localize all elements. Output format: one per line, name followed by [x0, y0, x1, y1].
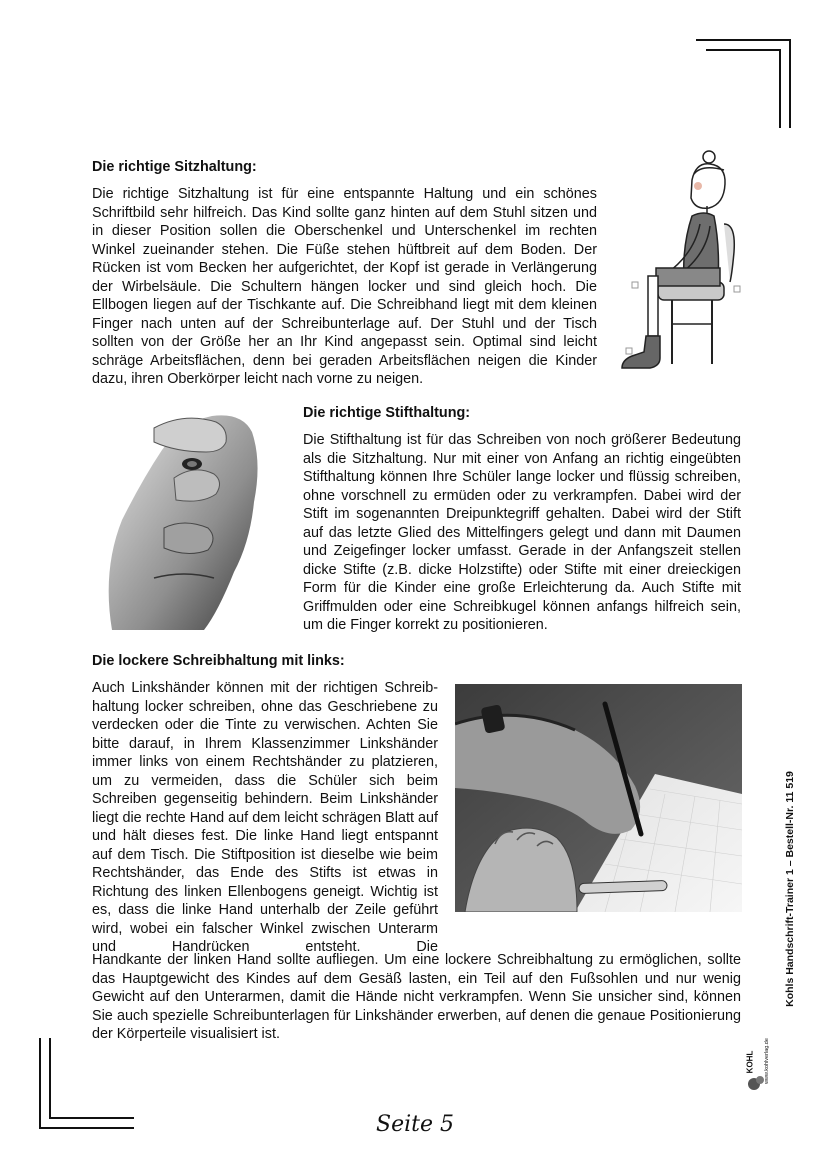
heading-stifthaltung: Die richtige Stifthaltung:: [303, 405, 471, 421]
heading-schreibhaltung-links: Die lockere Schreibhaltung mit links:: [92, 653, 345, 669]
corner-frame-top-right: [694, 38, 794, 130]
left-handed-writing-photo: [455, 684, 742, 912]
hand-tripod-grip-photo: [94, 408, 282, 630]
heading-sitzhaltung: Die richtige Sitzhaltung:: [92, 159, 257, 175]
sitting-girl-illustration: [612, 146, 752, 380]
paragraph-schreibhaltung-links-part2: Handkante der linken Hand sollte aufliegen. Um eine lockere Schreibhaltung zu ermöglichen, sollte das Hauptgewicht des Kindes auf dem Gesäß lasten, ein Teil auf den Fußsohlen und nur wenig Gewicht auf den Unterarmen, damit die Hände nicht verkrampfen. Wenn Sie unsicher sind, können Sie auch spezielle Schreibunterlagen für Linkshänder erwerben, auf denen die genaue Positionierung der Körperteile visualisiert ist.: [92, 952, 741, 1042]
paragraph-schreibhaltung-links-part1: Auch Linkshänder können mit der richtigen Schreibhaltung locker schreiben, ohne das Geschriebene zu verdecken oder die Tinte zu verwischen. Achten Sie bitte darauf, in Ihrem Klassenzimmer Linkshänder immer links von einem Rechtshänder zu platzieren, um zu vermeiden, dass die Schüler sich beim Schreiben gegenseitig behindern. Beim Linkshänder liegt die rechte Hand auf dem leicht schrägen Blatt auf und hält dieses fest. Die linke Hand liegt entspannt auf dem Tisch. Die Stiftposition ist dieselbe wie beim Rechtshänder, das Ende des Stifts ist etwas in Richtung des linken Ellenbogens geneigt. Wichtig ist es, dass die linke Hand unterhalb der Zeile geführt wird, wobei ein falscher Winkel zwischen Unterarm und Handrücken entsteht. Die: [92, 680, 438, 955]
corner-frame-bottom-left: [36, 1036, 136, 1132]
sidebar-publication-info: Kohls Handschrift-Trainer 1 – Bestell-Nr. 11 519: [784, 771, 796, 1007]
page-number: Seite 5: [376, 1112, 454, 1137]
paragraph-stifthaltung: Die Stifthaltung ist für das Schreiben von noch größerer Bedeutung als die Sitzhaltung. Nur mit einer von Anfang an richtig eingeübten Stifthaltung können Ihre Schüler lange locker und flüssig schreiben, ohne vorschnell zu ermüden oder zu verkrampfen. Dabei wird der Stift im sogenannten Dreipunktegriff gehalten. Dabei wird der Stift auf das letzte Glied des Mittelfingers gelegt und dann mit Daumen und Zeigefinger locker umfasst. Gerade in der Anfangszeit stellen dicke Stifte (z.B. dicke Holzstifte) oder Stifte mit einer dreieckigen Form für die Kinder eine große Erleichterung da. Auch Stifte mit Griffmulden oder eine Schreibkugel können anfangs hilfreich sein, um die Finger korrekt zu positionieren.: [303, 432, 741, 633]
paragraph-sitzhaltung: Die richtige Sitzhaltung ist für eine entspannte Haltung und ein schönes Schriftbild sehr hilfreich. Das Kind sollte ganz hinten auf dem Stuhl sitzen und in dieser Position sollen die Oberschenkel und Unterschenkel im rechten Winkel zueinander stehen. Die Füße stehen hüftbreit auf dem Boden. Der Rücken ist vom Becken her aufgerichtet, der Kopf ist gerade in Verlängerung der Wirbelsäule. Die Schultern hängen locker und sind gleich hoch. Die Ellbogen liegen auf der Tischkante auf. Die Schreibhand liegt mit dem kleinen Finger nach unten auf der Schreibunterlage auf. Der Stuhl und der Tisch sollten von der Größe her an Ihr Kind angepasst sein. Optimal sind leicht schräge Arbeitsflächen, denn bei geraden Arbeitsflächen neigen die Kinder dazu, ihren Oberkörper leicht nach vorne zu neigen.: [92, 186, 597, 387]
publisher-logo-text: KOHL: [745, 1050, 755, 1074]
publisher-url: www.kohlverlag.de: [764, 1038, 770, 1084]
